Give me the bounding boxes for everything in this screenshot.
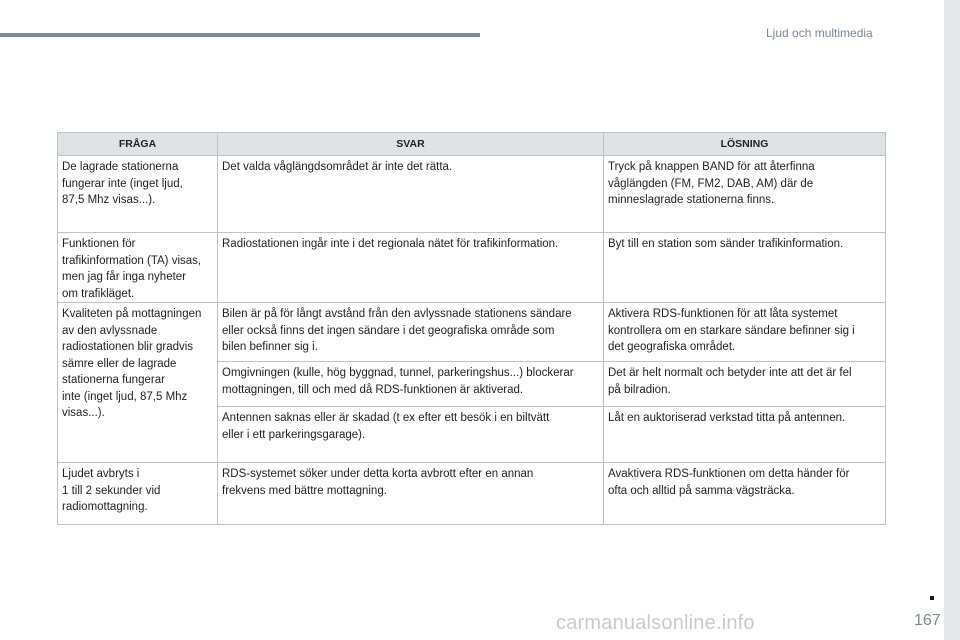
- table-row: [58, 156, 886, 233]
- page-number: 167: [914, 612, 941, 629]
- solution-cell: Byt till en station som sänder trafikinformation.: [604, 233, 886, 303]
- table-row: [58, 233, 886, 303]
- solution-cell: Tryck på knappen BAND för att återfinna våglängden (FM, FM2, DAB, AM) där de minneslagrade stationerna finns.: [604, 156, 886, 233]
- answer-cell: Omgivningen (kulle, hög byggnad, tunnel, parkeringshus...) blockerar mottagningen, till och med då RDS-funktionen är aktiverad.: [218, 362, 604, 407]
- table-header-row: [58, 133, 886, 156]
- question-cell: Ljudet avbryts i 1 till 2 sekunder vid radiomottagning.: [58, 463, 218, 525]
- question-cell: Funktionen för trafikinformation (TA) visas, men jag får inga nyheter om trafikläget.: [58, 233, 218, 303]
- answer-cell: Det valda våglängdsområdet är inte det rätta.: [218, 156, 604, 233]
- solution-cell: Det är helt normalt och betyder inte att det är fel på bilradion.: [604, 362, 886, 407]
- solution-cell: Avaktivera RDS-funktionen om detta händer för ofta och alltid på samma vägsträcka.: [604, 463, 886, 525]
- troubleshooting-table: [57, 132, 886, 525]
- table-row: [58, 463, 886, 525]
- column-header-answer: SVAR: [218, 133, 604, 156]
- column-header-solution: LÖSNING: [604, 133, 886, 156]
- page-marker-dot: [930, 596, 934, 600]
- answer-cell: RDS-systemet söker under detta korta avbrott efter en annan frekvens med bättre mottagning.: [218, 463, 604, 525]
- question-cell: Kvaliteten på mottagningen av den avlyssnade radiostationen blir gradvis sämre eller de lagrade stationerna fungerar inte (inget ljud, 87,5 Mhz visas...).: [58, 303, 218, 463]
- section-title: Ljud och multimedia: [766, 26, 873, 40]
- question-cell: De lagrade stationerna fungerar inte (inget ljud, 87,5 Mhz visas...).: [58, 156, 218, 233]
- answer-cell: Antennen saknas eller är skadad (t ex efter ett besök i en biltvätt eller i ett parkeringsgarage).: [218, 407, 604, 463]
- header-rule: [0, 33, 480, 37]
- column-header-question: FRÅGA: [58, 133, 218, 156]
- solution-cell: Låt en auktoriserad verkstad titta på antennen.: [604, 407, 886, 463]
- table-row: [58, 303, 886, 362]
- solution-cell: Aktivera RDS-funktionen för att låta systemet kontrollera om en starkare sändare befinner sig i det geografiska området.: [604, 303, 886, 362]
- watermark-text: carmanualsonline.info: [556, 612, 755, 634]
- answer-cell: Bilen är på för långt avstånd från den avlyssnade stationens sändare eller också finns det ingen sändare i det geografiska område som bilen befinner sig i.: [218, 303, 604, 362]
- side-strip: [944, 0, 960, 640]
- answer-cell: Radiostationen ingår inte i det regionala nätet för trafikinformation.: [218, 233, 604, 303]
